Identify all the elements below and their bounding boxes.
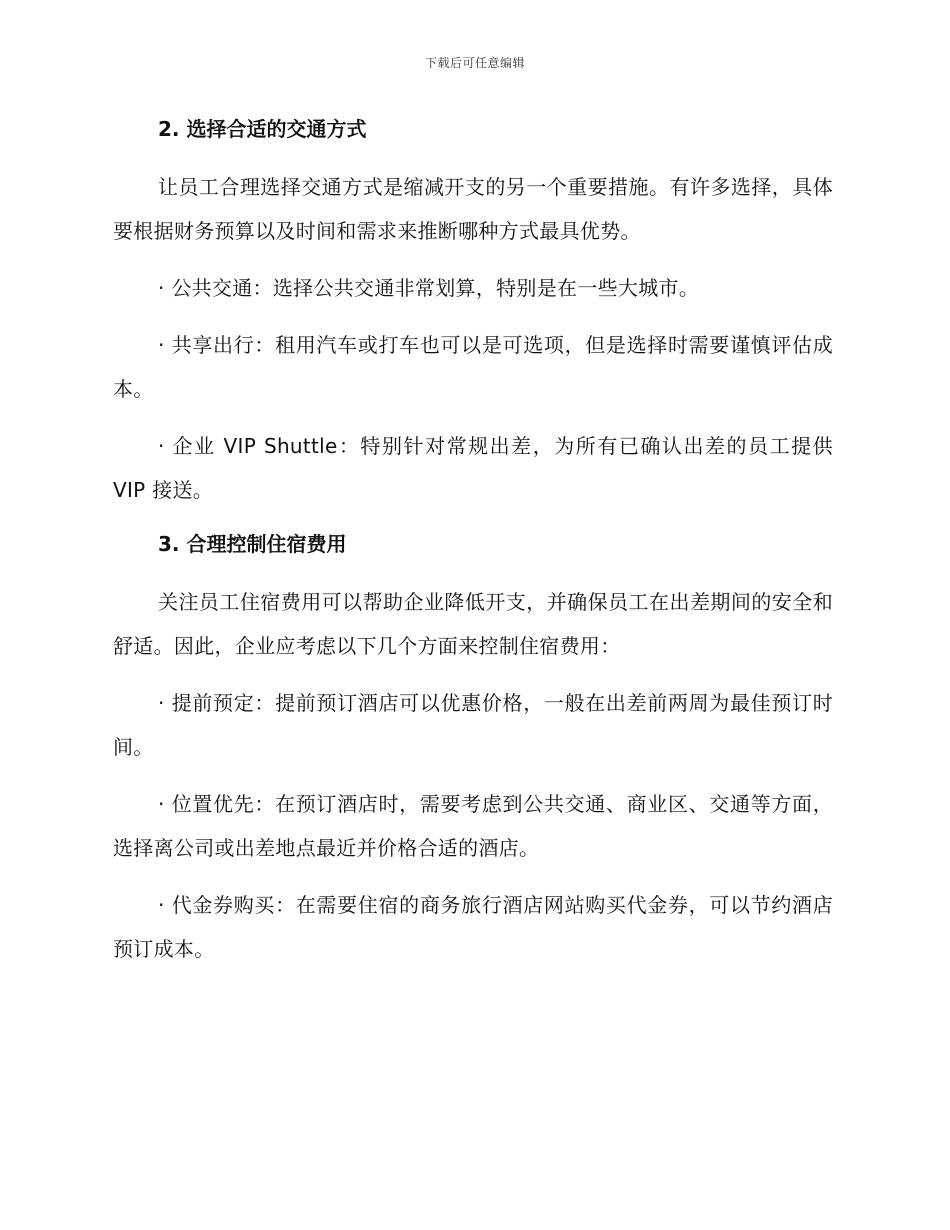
bullet-vip-shuttle: · 企业 VIP Shuttle：特别针对常规出差，为所有已确认出差的员工提供 VIP 接送。 [113, 434, 833, 502]
paragraph-accommodation-intro: 关注员工住宿费用可以帮助企业降低开支，并确保员工在出差期间的安全和舒适。因此，企业应考虑以下几个方面来控制住宿费用： [113, 590, 833, 658]
bullet-advance-booking: · 提前预定：提前预订酒店可以优惠价格，一般在出差前两周为最佳预订时间。 [113, 691, 833, 759]
bullet-voucher-purchase: · 代金券购买：在需要住宿的商务旅行酒店网站购买代金券，可以节约酒店预订成本。 [113, 893, 833, 961]
bullet-public-transport: · 公共交通：选择公共交通非常划算，特别是在一些大城市。 [158, 276, 700, 300]
page-header: 下载后可任意编辑 [424, 56, 525, 70]
section-heading-transport: 2. 选择合适的交通方式 [158, 117, 367, 141]
bullet-shared-mobility: · 共享出行：租用汽车或打车也可以是可选项，但是选择时需要谨慎评估成本。 [113, 333, 833, 401]
bullet-location-priority: · 位置优先：在预订酒店时，需要考虑到公共交通、商业区、交通等方面，选择离公司或出差地点最近并价格合适的酒店。 [113, 792, 833, 860]
document-body [113, 112, 833, 971]
paragraph-transport-intro: 让员工合理选择交通方式是缩减开支的另一个重要措施。有许多选择，具体要根据财务预算以及时间和需求来推断哪种方式最具优势。 [113, 175, 833, 243]
section-heading-accommodation: 3. 合理控制住宿费用 [158, 532, 347, 556]
